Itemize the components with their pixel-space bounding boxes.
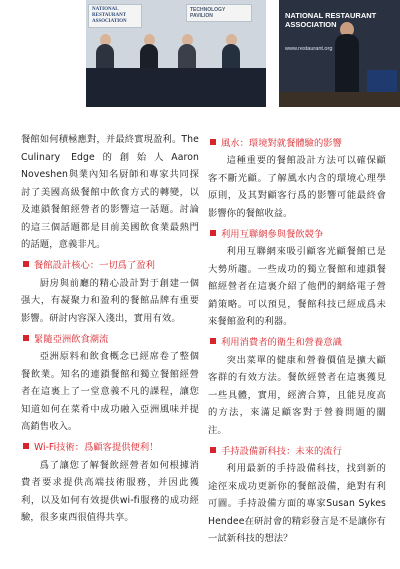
right-column [208, 131, 386, 548]
section-heading [21, 257, 199, 272]
section-body: 亞洲原料和飲食概念已經席卷了整個餐飲業。知名的連鎖餐館和獨立餐館經營者在這裏上了一堂意義不凡的課程，讓您知道如何在菜肴中成功融入亞洲風味并提高銷售收入。 [21, 351, 199, 432]
red-square-bullet-icon [210, 447, 216, 453]
panel-table [86, 68, 266, 107]
section-body: 突出菜單的健康和營養價值是擴大顧客群的有效方法。餐飲經營者在這裏獲見一些具體，實用，經濟合算，且能見度高的方法，來滿足顧客對于營養問題的關注。 [208, 354, 386, 436]
section-heading-text: 風水：環境對就餐體驗的影響 [221, 137, 342, 149]
red-square-bullet-icon [23, 443, 29, 449]
section-heading [21, 439, 199, 454]
technology-pavilion-sign: TECHNOLOGY PAVILION [186, 4, 252, 22]
section-heading [208, 225, 386, 240]
red-square-bullet-icon [23, 261, 29, 267]
association-sign: NATIONAL RESTAURANT ASSOCIATION [88, 4, 142, 28]
photo-strip [0, 0, 400, 110]
section-body: 厨房與前廳的精心設計對于創建一個强大，有凝聚力和盈利的餐館品牌有重要影響。研討内容深入淺出，實用有效。 [21, 277, 199, 324]
panel-discussion-photo [86, 0, 266, 107]
section-heading-text: 餐館設計核心：一切爲了盈利 [34, 260, 155, 271]
red-square-bullet-icon [210, 139, 216, 145]
section-heading-text: 利用消費者的衛生和營養意識 [221, 337, 342, 348]
association-url: www.restaurant.org [285, 46, 333, 52]
red-square-bullet-icon [23, 335, 29, 341]
left-column [21, 131, 199, 527]
section-heading [208, 442, 386, 457]
red-square-bullet-icon [210, 230, 216, 236]
section-heading [208, 334, 386, 349]
section-body: 利用最新的手持設備科技，找到新的途徑來成功更新你的餐館設備，絶對有利可圖。手持設備方面的專家Susan Sykes Hendee在研討會的精彩發言是不是讓你有一試新科技的想法？ [208, 463, 386, 544]
association-banner: NATIONAL RESTAURANT ASSOCIATION [285, 11, 377, 29]
section-heading-text: 手持設備新科技：未來的流行 [221, 445, 342, 457]
section-body: 這種重要的餐館設計方法可以確保顧客不斷光顧。了解風水内含的環境心理學原則，及其對顧客行爲的影響可能最終會影響你的餐館收益。 [208, 155, 386, 219]
section-heading [208, 134, 386, 149]
section-heading-text: 利用互聯網參與餐飲競争 [221, 228, 324, 240]
red-square-bullet-icon [210, 338, 216, 344]
section-heading [21, 330, 199, 345]
intro-paragraph: 餐館如何積極應對，并最終實現盈利。The Culinary Edge的創始人Aaron Noveshen與業內知名厨師和專家共同探討了美國高級餐館中飲食方式的轉變，以及連鎖餐館經營者的影響這一話題。討論的這三個話題都是目前美國飲食業最熱門的話題，意義非凡。 [21, 134, 199, 250]
section-heading-text: 緊隨亞洲飲食潮流 [34, 333, 109, 345]
audience [279, 92, 400, 107]
speaker-photo [279, 0, 400, 107]
section-body: 利用互聯網來吸引顧客光顧餐館已是大勢所趨。一些成功的獨立餐館和連鎖餐館經營者在這裏介紹了他們的網絡電子營銷策略。可以預見，餐館科技已經成爲未來餐館盈利的利器。 [208, 246, 386, 327]
section-heading-text: Wi-Fi技術：爲顧客提供便利！ [34, 442, 159, 453]
section-body: 爲了讓您了解餐飲經營者如何根據消費者要求提供高端技術服務，并因此獲利，以及如何有效提供wi-fi服務的成功經驗，很多東西很值得共享。 [21, 459, 199, 523]
